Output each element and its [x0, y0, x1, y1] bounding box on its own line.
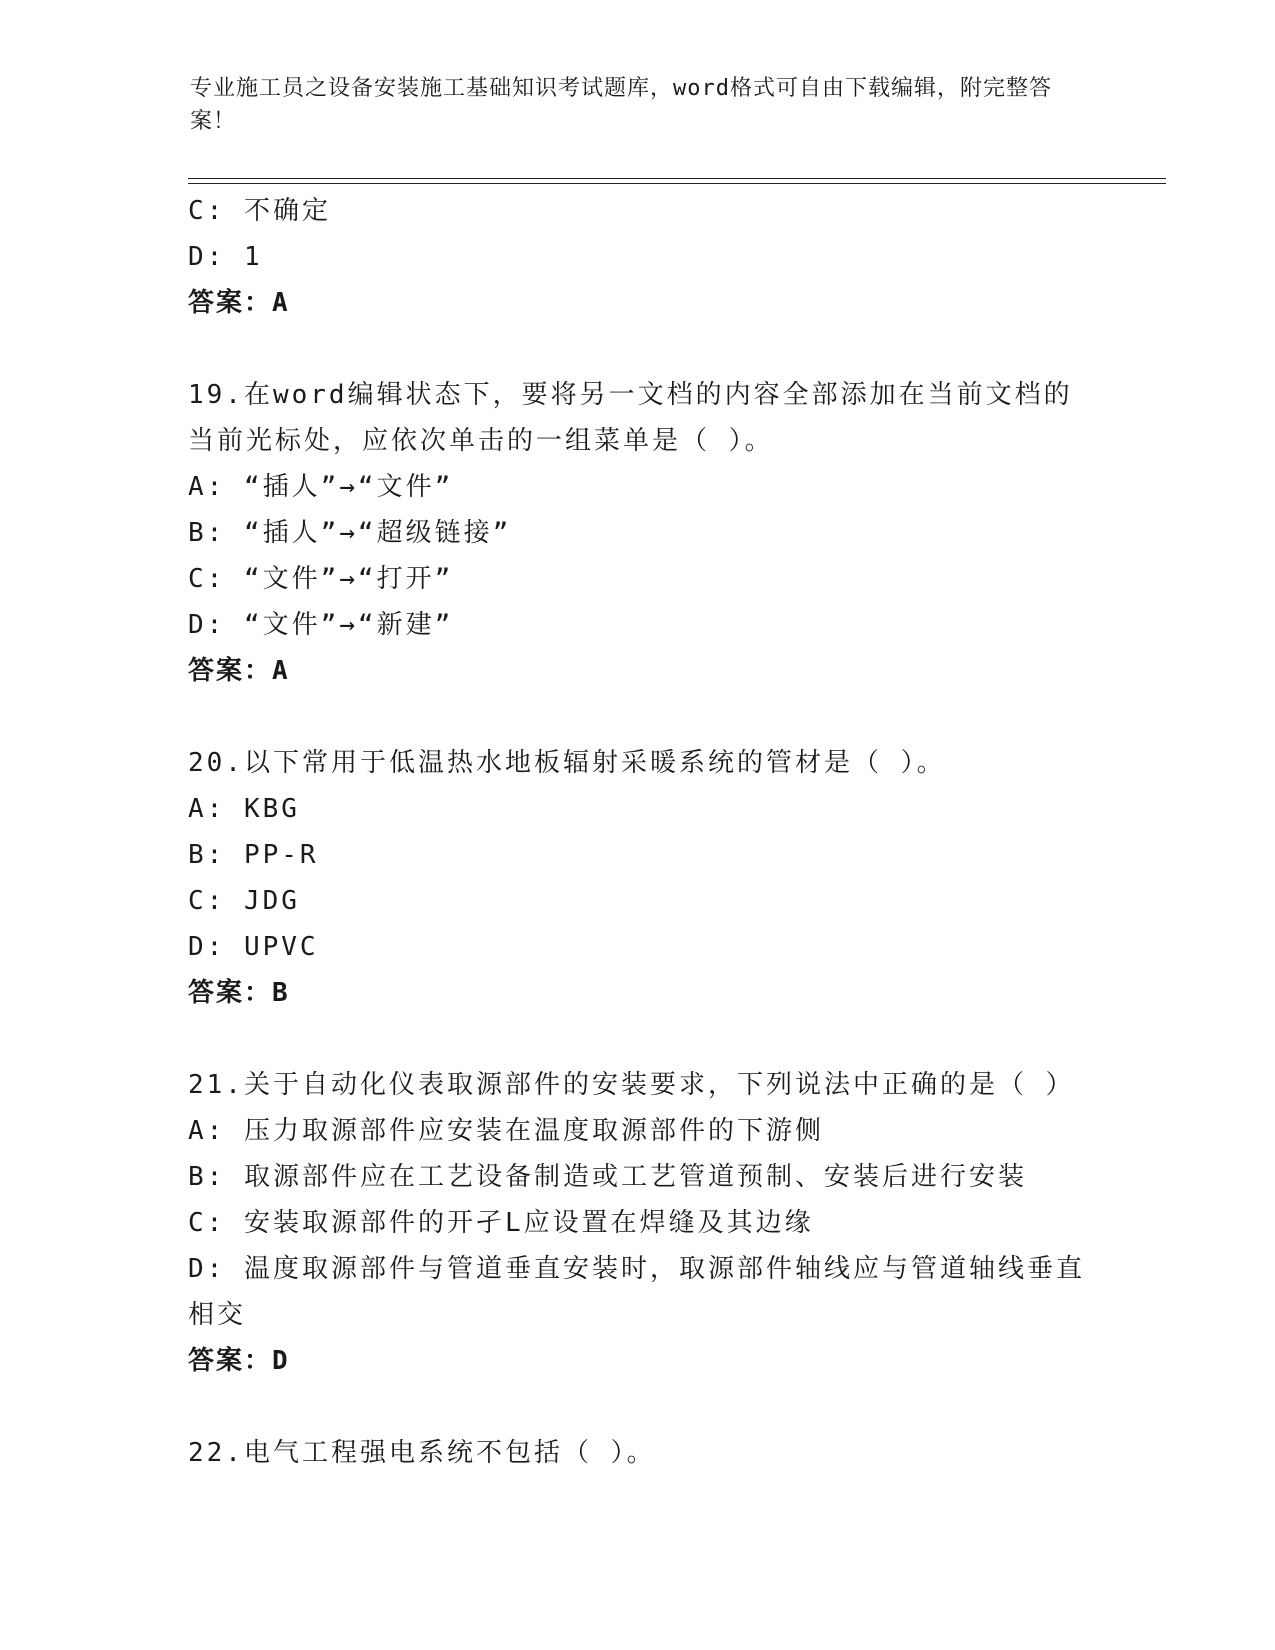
spacer — [188, 1016, 1088, 1062]
answer-label: 答案： — [188, 1346, 273, 1376]
spacer — [188, 326, 1088, 372]
answer-line — [188, 648, 1088, 694]
question-21 — [188, 1062, 1088, 1384]
option-d: D: 1 — [188, 242, 263, 272]
answer-line — [188, 280, 1088, 326]
spacer — [188, 694, 1088, 740]
header-text: 专业施工员之设备安装施工基础知识考试题库，word格式可自由下载编辑，附完整答案！ — [190, 76, 1052, 134]
answer-value: B — [272, 978, 290, 1008]
option-b: B: “插人”→“超级链接” — [188, 518, 512, 548]
option-c: C: JDG — [188, 886, 300, 916]
question-20 — [188, 740, 1088, 1016]
document-header — [190, 72, 1090, 138]
option-a: A: KBG — [188, 794, 300, 824]
option-b: B: PP-R — [188, 840, 319, 870]
option-b: B: 取源部件应在工艺设备制造或工艺管道预制、安装后进行安装 — [188, 1162, 1027, 1192]
answer-line — [188, 1338, 1088, 1384]
question-text-line-1: 19.在word编辑状态下，要将另一文档的内容全部添加在当前文档的 — [188, 380, 1073, 410]
option-c: C: 安装取源部件的开孑L应设置在焊缝及其边缘 — [188, 1208, 814, 1238]
question-22 — [188, 1430, 1088, 1476]
question-text: 21.关于自动化仪表取源部件的安装要求，下列说法中正确的是（ ） — [188, 1070, 1075, 1100]
answer-value: A — [272, 656, 290, 686]
question-text: 20.以下常用于低温热水地板辐射采暖系统的管材是（ ）。 — [188, 748, 946, 778]
option-d: D: 温度取源部件与管道垂直安装时，取源部件轴线应与管道轴线垂直 — [188, 1254, 1085, 1284]
option-d: D: UPVC — [188, 932, 319, 962]
answer-label: 答案： — [188, 656, 273, 686]
answer-line — [188, 970, 1088, 1016]
answer-label: 答案： — [188, 288, 273, 318]
header-divider-top — [188, 178, 1166, 179]
question-content — [188, 188, 1088, 1476]
question-18-tail — [188, 188, 1088, 326]
option-c: C: “文件”→“打开” — [188, 564, 454, 594]
option-a: A: “插人”→“文件” — [188, 472, 454, 502]
spacer — [188, 1384, 1088, 1430]
answer-value: A — [272, 288, 290, 318]
answer-value: D — [272, 1346, 290, 1376]
answer-label: 答案： — [188, 978, 273, 1008]
question-text-line-2: 当前光标处，应依次单击的一组菜单是（ ）。 — [188, 426, 774, 456]
question-19 — [188, 372, 1088, 694]
header-divider-bottom — [188, 183, 1166, 184]
option-d-continuation: 相交 — [188, 1300, 247, 1330]
option-a: A: 压力取源部件应安装在温度取源部件的下游侧 — [188, 1116, 824, 1146]
question-text: 22.电气工程强电系统不包括（ ）。 — [188, 1438, 656, 1468]
option-c: C: 不确定 — [188, 196, 331, 226]
option-d: D: “文件”→“新建” — [188, 610, 454, 640]
